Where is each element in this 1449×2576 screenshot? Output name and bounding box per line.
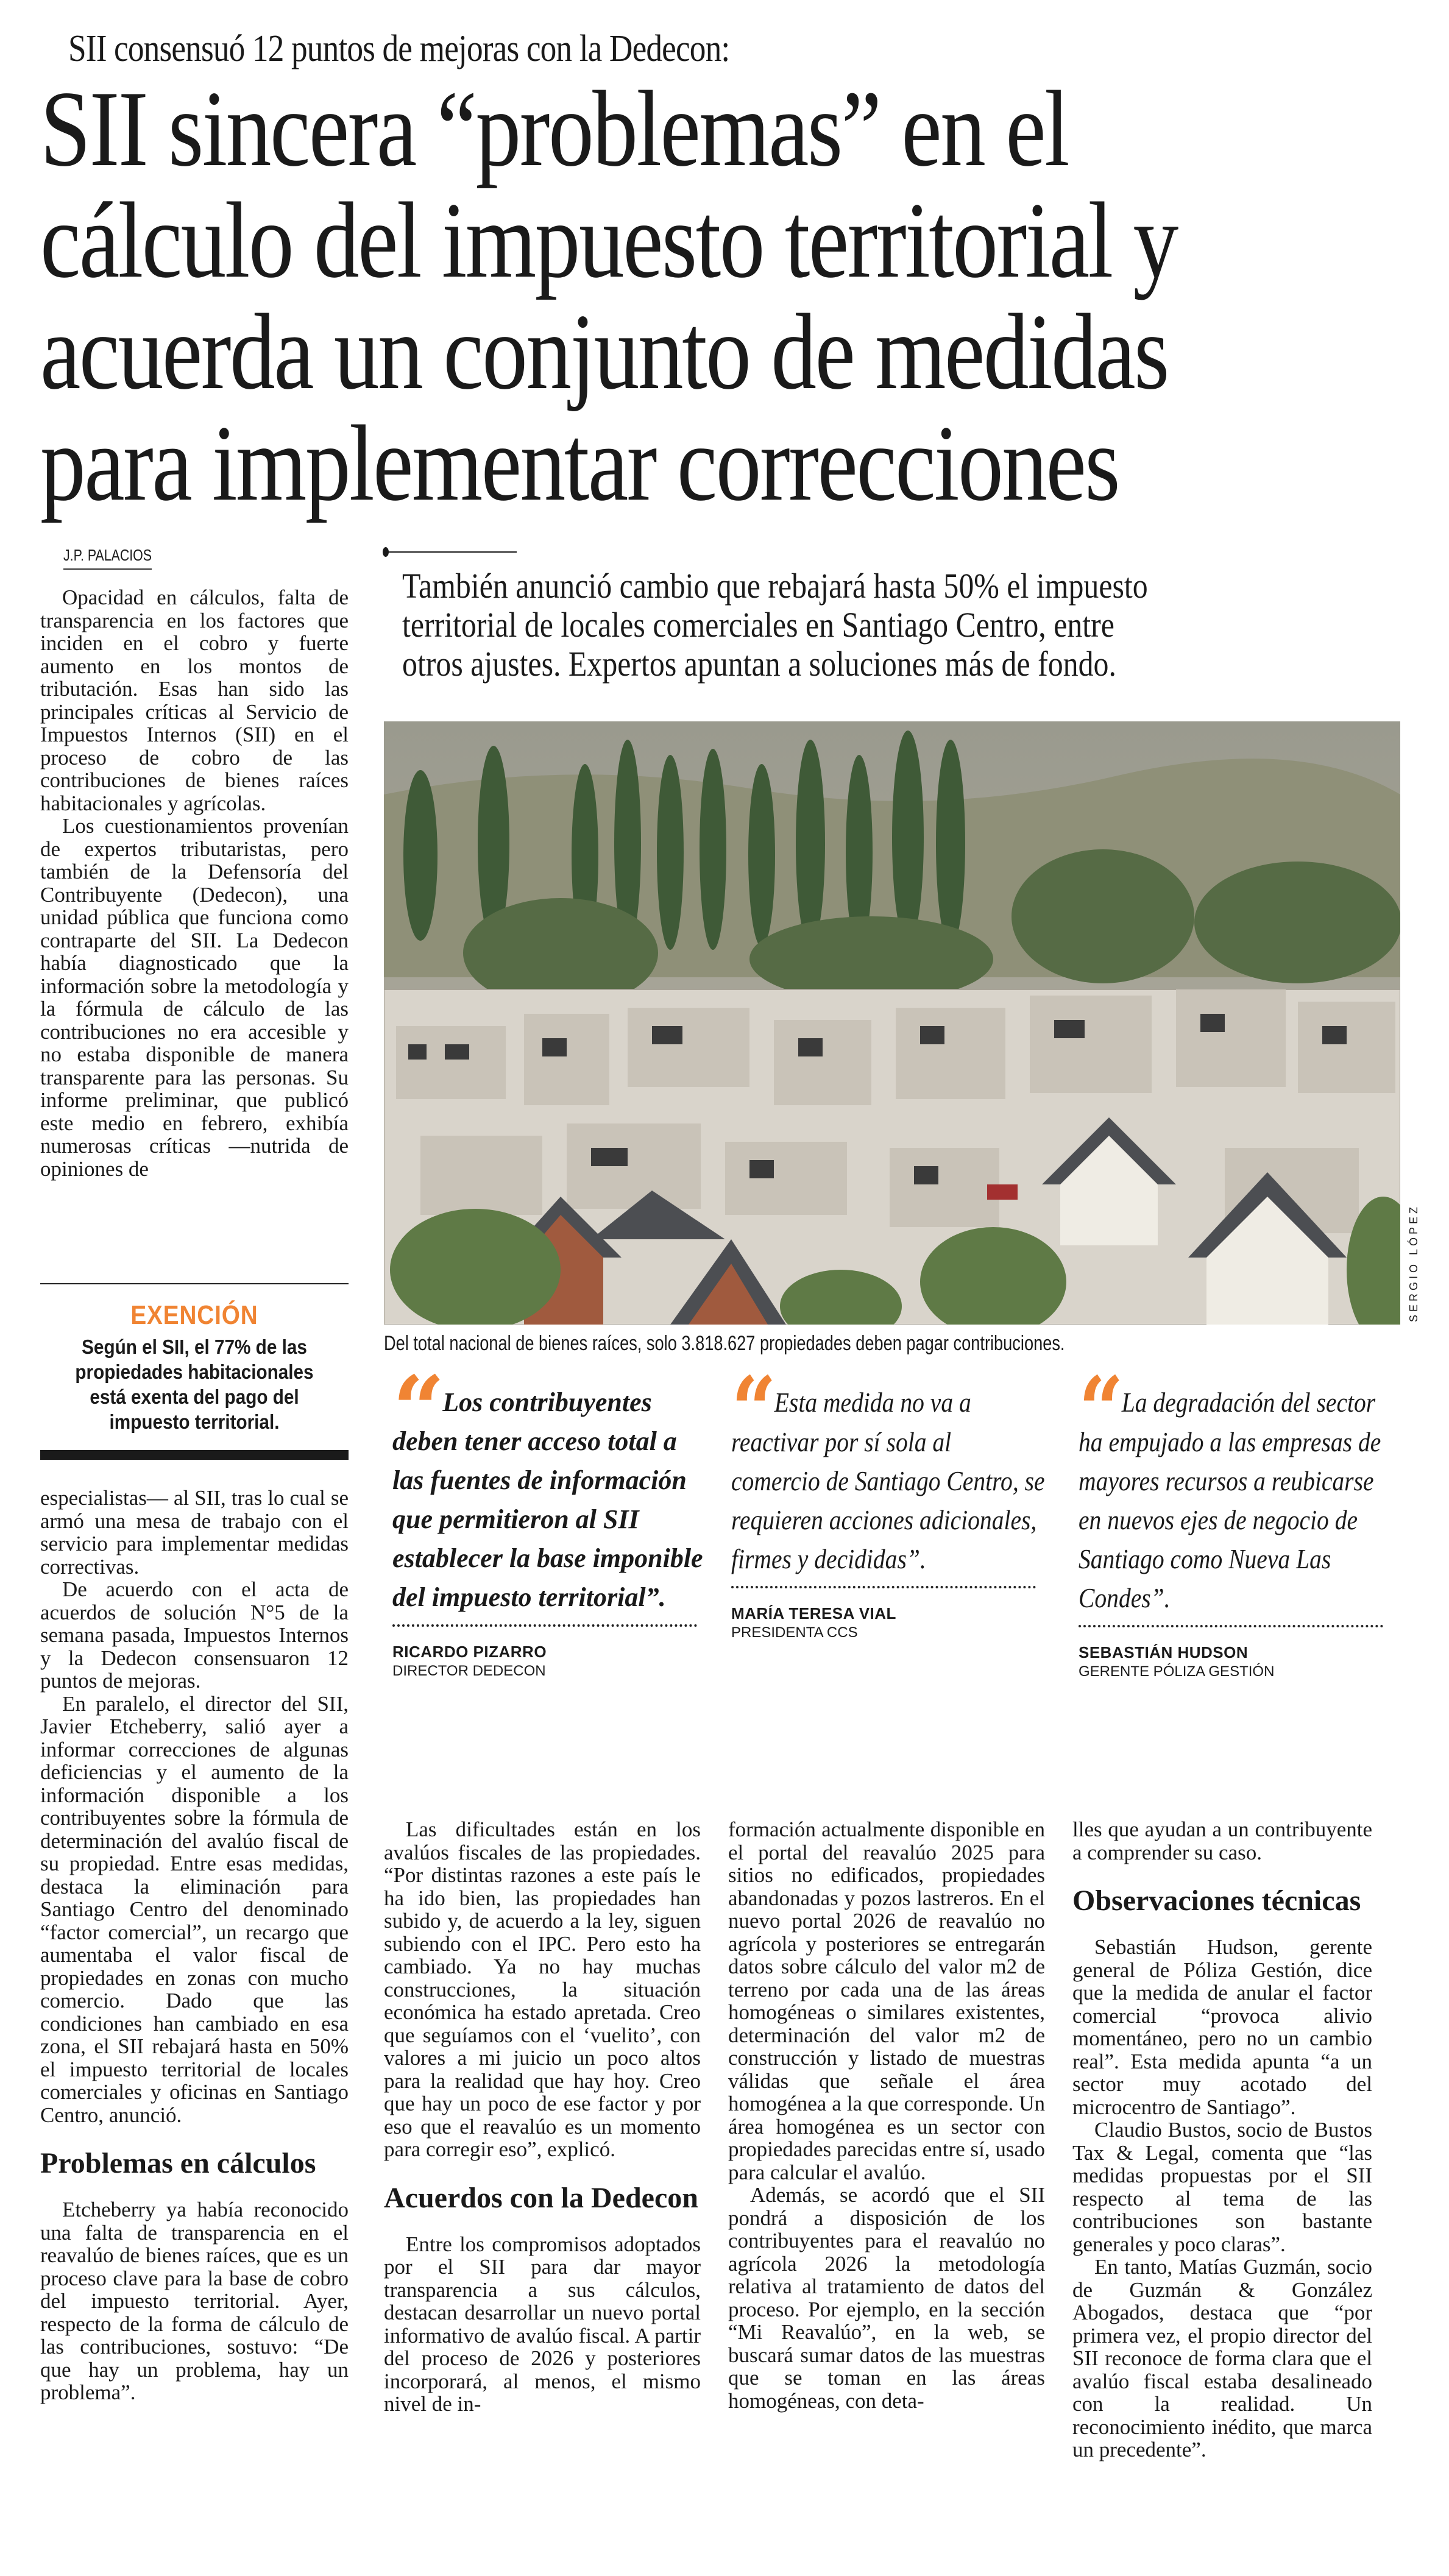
- body-paragraph: Entre los compromisos adoptados por el SII para dar mayor transparencia a sus cálculos, destacan desarrollar un nuevo portal informativo de avalúo fiscal. A partir del proceso de 2026 y posteriores incorporará, al menos, el mismo nivel de in-: [384, 2232, 701, 2416]
- body-column-c: [1072, 1818, 1372, 2461]
- dotted-divider: [731, 1586, 1036, 1588]
- body-paragraph: De acuerdo con el acta de acuerdos de solución N°5 de la semana pasada, Impuestos Internos y la Dedecon consensuaron 12 puntos de mejoras.: [40, 1577, 349, 1693]
- kicker: SII consensuó 12 puntos de mejoras con la Dedecon:: [68, 28, 730, 69]
- quote-mark-icon: “: [392, 1356, 437, 1463]
- factbox-title: EXENCIÓN: [130, 1300, 258, 1330]
- body-paragraph: Etcheberry ya había reconocido una falta de transparencia en el reavalúo de bienes raíces, que es un proceso clave para la base de cobro del impuesto territorial. Ayer, respecto de la forma de cálculo de las contribuciones, sostuvo: “De que hay un problema, hay un problema”.: [40, 2198, 349, 2404]
- quote-author-role: GERENTE PÓLIZA GESTIÓN: [1079, 1663, 1275, 1680]
- factbox-text: Según el SII, el 77% de las propiedades habitacionales está exenta del pago del impuesto territorial.: [75, 1336, 314, 1433]
- quote-author-role: DIRECTOR DEDECON: [392, 1663, 546, 1679]
- quote-author-role: PRESIDENTA CCS: [731, 1624, 858, 1641]
- subhead: Problemas en cálculos: [40, 2147, 316, 2179]
- photo-credit: SERGIO LÓPEZ: [1408, 1203, 1420, 1322]
- dotted-divider: [392, 1624, 697, 1627]
- headline: [40, 68, 1217, 523]
- quote-text: “ La degradación del sector ha empujado a las empresas de mayores recursos a reubicarse en nuevos ejes de negocio de Santiago como Nueva Las Condes”.: [1079, 1357, 1381, 1613]
- deck-line: territorial de locales comerciales en Santiago Centro, entre: [402, 605, 1114, 645]
- body-paragraph: Claudio Bustos, socio de Bustos Tax & Legal, comenta que “las medidas propuestas por el SII respecto al tema de las contribuciones son bastante generales y poco claras”.: [1072, 2118, 1372, 2256]
- headline-line: SII sincera “problemas” en el: [40, 68, 1069, 189]
- body-paragraph: Opacidad en cálculos, falta de transparencia en los factores que inciden en el cobro y fuerte aumento en los montos de tributación. Esas han sido las principales críticas al Servicio de Impuestos Internos (SII) en el proceso de cobro de las contribuciones de bienes raíces habitacionales y agrícolas.: [40, 586, 349, 815]
- quote-author: MARÍA TERESA VIAL: [731, 1604, 896, 1622]
- houses-image-icon: [384, 721, 1400, 1325]
- pull-quote: [1079, 1357, 1395, 1680]
- headline-line: cálculo del impuesto territorial y: [40, 180, 1177, 300]
- body-paragraph: Sebastián Hudson, gerente general de Póliza Gestión, dice que la medida de anular el factor comercial “provoca alivio momentáneo, pero no un cambio real”. Esta medida apunta “a un sector muy acotado del microcentro de Santiago”.: [1072, 1935, 1372, 2119]
- pull-quote: [731, 1357, 1048, 1641]
- byline: J.P. PALACIOS: [63, 546, 152, 570]
- body-paragraph: En tanto, Matías Guzmán, socio de Guzmán & González Abogados, destaca que “por primera vez, el propio director del SII reconoce de forma clara que el avalúo fiscal estaba desalineado con la realidad. Un reconocimiento inédito, que marca un precedente”.: [1072, 2255, 1372, 2461]
- pull-quote: [392, 1356, 709, 1680]
- quote-mark-icon: “: [1079, 1357, 1117, 1464]
- left-column-intro: [40, 586, 349, 1180]
- divider: [40, 1283, 349, 1284]
- body-paragraph: Los cuestionamientos provenían de expertos tributaristas, pero también de la Defensoría del Contribuyente (Dedecon), una unidad pública que funciona como contraparte del SII. La Dedecon había diagnosticado que la información sobre la metodología y la fórmula de cálculo de las contribuciones no era accesible y no estaba disponible de manera transparente para las personas. Su informe preliminar, que publicó este medio en febrero, exhibía numerosas críticas —nutrida de opiniones de: [40, 814, 349, 1181]
- body-paragraph: especialistas— al SII, tras lo cual se armó una mesa de trabajo con el servicio para implementar medidas correctivas.: [40, 1486, 349, 1579]
- body-paragraph: formación actualmente disponible en el portal del reavalúo 2025 para sitios no edificados, propiedades abandonadas y pozos lastreros. En el nuevo portal 2026 de reavalúo no agrícola y posteriores se entregarán datos sobre cálculo del valor m2 de terreno por cada una de las áreas homogéneas o similares existentes, determinación del valor m2 de construcción y listado de muestras válidas que señale el área homogénea a la que corresponde. Un área homogénea es un sector con propiedades parecidas entre sí, usado para calcular el avalúo.: [728, 1817, 1045, 2184]
- quote-mark-icon: “: [731, 1357, 770, 1464]
- left-column-continued: [40, 1487, 349, 2404]
- body-paragraph: lles que ayudan a un contribuyente a comprender su caso.: [1072, 1817, 1372, 1864]
- quote-text: “ Los contribuyentes deben tener acceso total a las fuentes de información que permitieron al SII establecer la base imponible del impuesto territorial”.: [392, 1356, 703, 1612]
- divider: [40, 1450, 349, 1460]
- subhead: Observaciones técnicas: [1072, 1884, 1361, 1917]
- quote-author: SEBASTIÁN HUDSON: [1079, 1643, 1249, 1661]
- deck-summary: [402, 567, 1293, 684]
- housing-photo: [384, 721, 1400, 1325]
- body-paragraph: Las dificultades están en los avalúos fiscales de las propiedades. “Por distintas razones a este país le ha ido bien, las propiedades han subido y, de acuerdo a la ley, siguen subiendo con el IPC. Pero esto ha cambiado. Ya no hay muchas construcciones, la situación económica ha estado apretada. Creo que seguíamos con el ‘vuelito’, con valores a mi juicio un poco altos para la realidad que hay hoy. Creo que hay un poco de ese factor y por eso que el reavalúo es un momento para corregir eso”, explicó.: [384, 1817, 701, 2161]
- body-column-b: [728, 1818, 1045, 2412]
- body-column-a: [384, 1818, 701, 2416]
- deck-line: También anunció cambio que rebajará hasta 50% el impuesto: [402, 566, 1148, 606]
- deck-line: otros ajustes. Expertos apuntan a soluciones más de fondo.: [402, 644, 1116, 684]
- body-paragraph: Además, se acordó que el SII pondrá a disposición de los contribuyentes para el reavalúo no agrícola 2026 la metodología relativa al tratamiento de datos del proceso. Por ejemplo, en la sección “Mi Reavalúo”, en la web, se buscará sumar datos de las muestras que se toman en las áreas homogéneas, con deta-: [728, 2183, 1045, 2413]
- subhead: Acuerdos con la Dedecon: [384, 2181, 698, 2214]
- exemption-factbox: [40, 1283, 349, 1460]
- headline-line: acuerda un conjunto de medidas: [40, 291, 1168, 412]
- deck-rule-ornament: [383, 547, 517, 556]
- body-paragraph: En paralelo, el director del SII, Javier Etcheberry, salió ayer a informar correcciones de algunas deficiencias y el aumento de la información disponible a los contribuyentes sobre la fórmula de determinación del avalúo fiscal de su propiedad. Entre esas medidas, destaca la eliminación para Santiago Centro del denominado “factor comercial”, un recargo que aumentaba el valor fiscal de propiedades en zonas con mucho comercio. Dado que las condiciones han cambiado en esa zona, el SII rebajará hasta en 50% el impuesto territorial de locales comerciales y oficinas en Santiago Centro, anunció.: [40, 1691, 349, 2127]
- headline-line: para implementar correcciones: [40, 403, 1119, 523]
- photo-caption: Del total nacional de bienes raíces, solo 3.818.627 propiedades deben pagar contribuciones.: [384, 1332, 1065, 1355]
- quote-text: “ Esta medida no va a reactivar por sí sola al comercio de Santiago Centro, se requieren acciones adicionales, firmes y decididas”.: [731, 1357, 1045, 1574]
- quote-author: RICARDO PIZARRO: [392, 1643, 547, 1661]
- dotted-divider: [1079, 1625, 1383, 1627]
- divider: [386, 551, 517, 553]
